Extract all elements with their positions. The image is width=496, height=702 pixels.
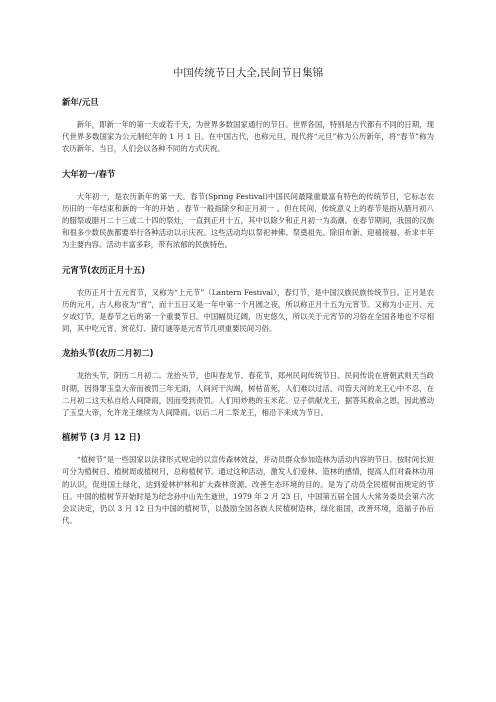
section-heading: 大年初一/春节 xyxy=(62,168,116,179)
section-paragraph: 龙抬头节，阴历二月初二。龙抬头节，也叫春龙节、春花节，郑州民间传统节日。民间传说在唐朝武则天当政时期，因得罪玉皇大帝而被罚三年无雨，人间河干沟竭，树枯苗死，人们难以过活。司管天河的龙王心中不忍，在二月初二这天私自给人间降雨，因而受到责罚。人们用炒熟的玉米花、豆子供献龙王，据答其救命之恩，因此感动了玉皇大帝，允许龙王继续为人间降雨。以后二月二祭龙王，相沿下来成为节日。 xyxy=(62,371,434,418)
section-heading: 元宵节(农历正月十五) xyxy=(62,264,146,275)
section-heading: 龙抬头节(农历二月初二) xyxy=(62,348,154,359)
section-paragraph: “植树节”是一些国家以法律形式规定的以宣传森林效益，并动员群众参加造林为活动内容的节日。按时间长短可分为植树日、植树周或植树月，总称植树节。通过这种活动，激发人们爱林、造林的感情，提高人们对森林功用的认识，促进国土绿化，达到爱林护林和扩大森林资源、改善生态环境的目的。是为了动员全民植树而规定的节日。中国的植树节开始时是为纪念孙中山先生逝世，1979 年 2 月 23 日，中国第五届全国人大常务委员会第六次会议决定，仍以 3 月 12 日为中国的植树节，以鼓励全国各族人民植树造林，绿化祖国，改善环境，造福子孙后代。 xyxy=(62,455,434,526)
section-heading: 新年/元旦 xyxy=(62,97,99,107)
section-arbor-day xyxy=(62,431,434,527)
section-dragon-head-festival xyxy=(62,347,434,419)
section-paragraph: 大年初一，是农历新年的第一天。春节(Spring Festival)中国民间最隆重最富有特色的传统节日，它标志农历旧的一年结束和新的一年的开始 。春节一般指除夕和正月初一 。但在民间，传统意义上的春节是指从腊月初八的腊祭或腊月二十三或二十四的祭灶，一直到正月十五，其中以除夕和正月初一为高潮。在春节期间，我国的汉族和很多少数民族都要举行各种活动以示庆祝。这些活动均以祭祀神佛、祭奠祖先、除旧布新、迎禧接福、祈求丰年为主要内容。活动丰富多彩，带有浓郁的民族特色。 xyxy=(62,191,434,250)
section-heading: 植树节 (3 月 12 日) xyxy=(62,432,141,443)
section-lantern-festival xyxy=(62,264,434,336)
section-spring-festival xyxy=(62,168,434,252)
section-new-year xyxy=(62,96,434,156)
document-title: 中国传统节日大全,民间节日集锦 xyxy=(172,67,324,79)
section-paragraph: 新年，即新一年的第一天或若干天，为世界多数国家通行的节日。世界各国，特别是古代都有不同的日期，现代世界多数国家为公元制纪年的 1 月 1 日。在中国古代，也称元旦，现代将“元旦”称为公历新年，将“春节”称为农历新年。当日，人们会以各种不同的方式庆祝。 xyxy=(62,120,434,154)
section-paragraph: 农历正月十五元宵节，又称为“上元节”（Lantern Festival），春灯节，是中国汉族民族传统节日。正月是农历的元月，古人称夜为“宵”，而十五日又是一年中第一个月圆之夜，所以称正月十五为元宵节。又称为小正月、元夕或灯节，是春节之后的第一个重要节日。中国幅员辽阔，历史悠久，所以关于元宵节的习俗在全国各地也不尽相同，其中吃元宵、赏花灯、猜灯谜等是元宵节几项重要民间习俗。 xyxy=(62,287,434,334)
